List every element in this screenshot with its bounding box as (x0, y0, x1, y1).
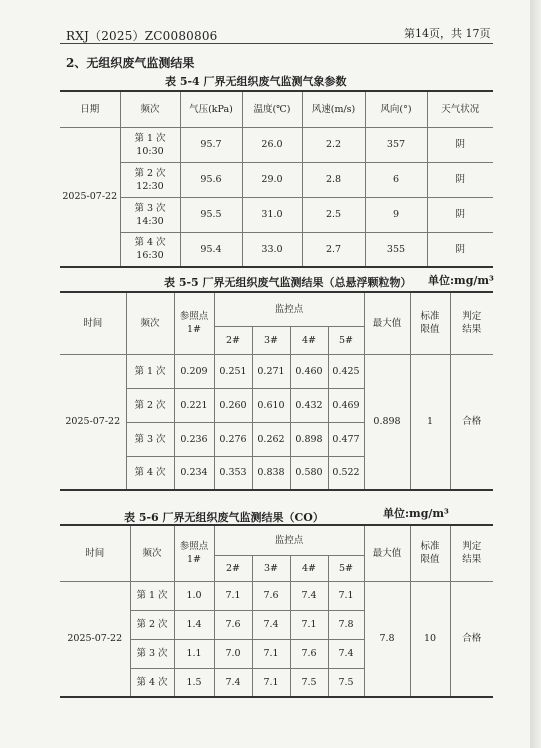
table6-value: 7.1 (290, 610, 328, 639)
table6-ref-point: 1# (186, 554, 201, 566)
table4-pressure: 95.6 (180, 162, 242, 197)
table6-limit: 10 (410, 581, 450, 697)
table4-weather (60, 90, 493, 268)
table-row (60, 581, 493, 610)
table6-header-row (60, 525, 493, 555)
table6-judge-line1: 判定 (462, 541, 482, 553)
table6-point: 4# (290, 555, 328, 581)
table4-freq: 第 4 次 16:30 (120, 232, 180, 267)
table5-ref-point: 1# (186, 324, 201, 336)
table5-freq: 第 1 次 (126, 354, 174, 388)
table6-point: 5# (328, 555, 364, 581)
table4-wind-speed: 2.7 (302, 232, 365, 267)
table6-value: 7.0 (214, 639, 252, 668)
table4-freq: 第 3 次 14:30 (120, 197, 180, 232)
table4-header-cell: 风向(°) (365, 91, 427, 127)
table6-value: 7.1 (214, 581, 252, 610)
table4-weather: 阴 (427, 162, 493, 197)
table4-header-cell: 气压(kPa) (180, 91, 242, 127)
table5-value: 0.221 (174, 388, 214, 422)
table6-value: 1.5 (174, 668, 214, 697)
table6-value: 7.1 (252, 668, 290, 697)
table6-limit-line2: 限值 (420, 554, 440, 566)
header-divider (60, 43, 493, 44)
table5-freq: 第 2 次 (126, 388, 174, 422)
table5-header-time: 时间 (60, 292, 126, 354)
table6-value: 7.1 (252, 639, 290, 668)
table5-value: 0.838 (252, 456, 290, 490)
table4-wind-dir: 6 (365, 162, 427, 197)
table5-point: 2# (214, 326, 252, 354)
table5-point: 4# (290, 326, 328, 354)
table5-value: 0.251 (214, 354, 252, 388)
table6-value: 7.4 (328, 639, 364, 668)
table5-point: 3# (252, 326, 290, 354)
adjacent-page-edge (530, 0, 541, 748)
table6-caption: 表 5-6 厂界无组织废气监测结果（CO） (124, 511, 324, 524)
table5-value: 0.234 (174, 456, 214, 490)
table6-unit: 单位:mg/m³ (383, 507, 449, 520)
table5-header-judge (450, 292, 493, 354)
table4-weather: 阴 (427, 232, 493, 267)
table6-value: 7.4 (252, 610, 290, 639)
table5-header-max: 最大值 (364, 292, 410, 354)
table6-value: 7.4 (290, 581, 328, 610)
table4-freq: 第 1 次 10:30 (120, 127, 180, 162)
table4-wind-dir: 357 (365, 127, 427, 162)
table6-header-ref (174, 525, 214, 581)
table6-freq: 第 3 次 (130, 639, 174, 668)
table6-header-time: 时间 (60, 525, 130, 581)
table6-result: 合格 (450, 581, 493, 697)
table6-header-judge (450, 525, 493, 581)
table6-value: 7.4 (214, 668, 252, 697)
table5-limit-line1: 标准 (420, 311, 440, 323)
table4-weather: 阴 (427, 127, 493, 162)
table5-value: 0.469 (328, 388, 364, 422)
table5-value: 0.236 (174, 422, 214, 456)
table5-tsp (60, 291, 493, 491)
table4-freq: 第 2 次 12:30 (120, 162, 180, 197)
table4-temp: 29.0 (242, 162, 302, 197)
table5-freq: 第 3 次 (126, 422, 174, 456)
table-row (60, 354, 493, 388)
table5-value: 0.425 (328, 354, 364, 388)
table5-value: 0.522 (328, 456, 364, 490)
table4-pressure: 95.5 (180, 197, 242, 232)
table4-pressure: 95.4 (180, 232, 242, 267)
table5-header-ref (174, 292, 214, 354)
table4-temp: 33.0 (242, 232, 302, 267)
report-number: RXJ（2025）ZC0080806 (66, 29, 218, 43)
table4-pressure: 95.7 (180, 127, 242, 162)
table6-freq: 第 1 次 (130, 581, 174, 610)
table6-value: 1.1 (174, 639, 214, 668)
table5-header-monitor: 监控点 (214, 292, 364, 326)
table6-value: 7.6 (252, 581, 290, 610)
table6-value: 1.0 (174, 581, 214, 610)
table4-header-row (60, 91, 493, 127)
table5-value: 0.260 (214, 388, 252, 422)
table6-value: 7.1 (328, 581, 364, 610)
table4-wind-dir: 355 (365, 232, 427, 267)
table5-value: 0.580 (290, 456, 328, 490)
table6-point: 2# (214, 555, 252, 581)
table5-header-limit (410, 292, 450, 354)
table5-judge-line1: 判定 (462, 311, 482, 323)
table4-header-cell: 日期 (60, 91, 120, 127)
table6-value: 1.4 (174, 610, 214, 639)
table6-header-max: 最大值 (364, 525, 410, 581)
table5-value: 0.898 (290, 422, 328, 456)
table-row (60, 232, 493, 267)
table4-wind-speed: 2.5 (302, 197, 365, 232)
table6-max: 7.8 (364, 581, 410, 697)
table5-ref-label: 参照点 (179, 311, 209, 323)
table5-caption: 表 5-5 厂界无组织废气监测结果（总悬浮颗粒物） (164, 276, 412, 289)
table6-point: 3# (252, 555, 290, 581)
table5-value: 0.432 (290, 388, 328, 422)
table5-header-freq: 频次 (126, 292, 174, 354)
table5-limit: 1 (410, 354, 450, 490)
table-row (60, 162, 493, 197)
table5-value: 0.477 (328, 422, 364, 456)
table5-value: 0.610 (252, 388, 290, 422)
table4-date: 2025-07-22 (60, 127, 120, 267)
table6-freq: 第 4 次 (130, 668, 174, 697)
table5-value: 0.209 (174, 354, 214, 388)
table5-judge-line2: 结果 (462, 324, 482, 336)
table6-value: 7.5 (328, 668, 364, 697)
table5-value: 0.460 (290, 354, 328, 388)
table5-date: 2025-07-22 (60, 354, 126, 490)
table-row (60, 197, 493, 232)
table4-wind-speed: 2.2 (302, 127, 365, 162)
table4-header-cell: 风速(m/s) (302, 91, 365, 127)
table5-value: 0.271 (252, 354, 290, 388)
table6-co (60, 524, 493, 698)
table6-header-limit (410, 525, 450, 581)
table6-header-freq: 频次 (130, 525, 174, 581)
table4-temp: 31.0 (242, 197, 302, 232)
table5-unit: 单位:mg/m³ (428, 274, 494, 287)
table5-point: 5# (328, 326, 364, 354)
table6-freq: 第 2 次 (130, 610, 174, 639)
table4-caption: 表 5-4 厂界无组织废气监测气象参数 (165, 75, 347, 88)
table4-header-cell: 频次 (120, 91, 180, 127)
table5-max: 0.898 (364, 354, 410, 490)
table-row (60, 127, 493, 162)
table5-value: 0.276 (214, 422, 252, 456)
table6-judge-line2: 结果 (462, 554, 482, 566)
page-info: 第14页，共 17页 (404, 27, 491, 40)
table4-wind-speed: 2.8 (302, 162, 365, 197)
table4-header-cell: 温度(℃) (242, 91, 302, 127)
table5-value: 0.262 (252, 422, 290, 456)
table6-value: 7.6 (290, 639, 328, 668)
table6-value: 7.6 (214, 610, 252, 639)
table6-date: 2025-07-22 (60, 581, 130, 697)
table5-limit-line2: 限值 (420, 324, 440, 336)
table5-header-row (60, 292, 493, 326)
table5-value: 0.353 (214, 456, 252, 490)
table5-freq: 第 4 次 (126, 456, 174, 490)
table5-result: 合格 (450, 354, 493, 490)
table6-header-monitor: 监控点 (214, 525, 364, 555)
table6-value: 7.5 (290, 668, 328, 697)
table4-temp: 26.0 (242, 127, 302, 162)
table6-limit-line1: 标准 (420, 541, 440, 553)
section-title: 2、无组织废气监测结果 (66, 56, 195, 70)
table4-wind-dir: 9 (365, 197, 427, 232)
table4-weather: 阴 (427, 197, 493, 232)
table6-value: 7.8 (328, 610, 364, 639)
table6-ref-label: 参照点 (179, 541, 209, 553)
table4-header-cell: 天气状况 (427, 91, 493, 127)
